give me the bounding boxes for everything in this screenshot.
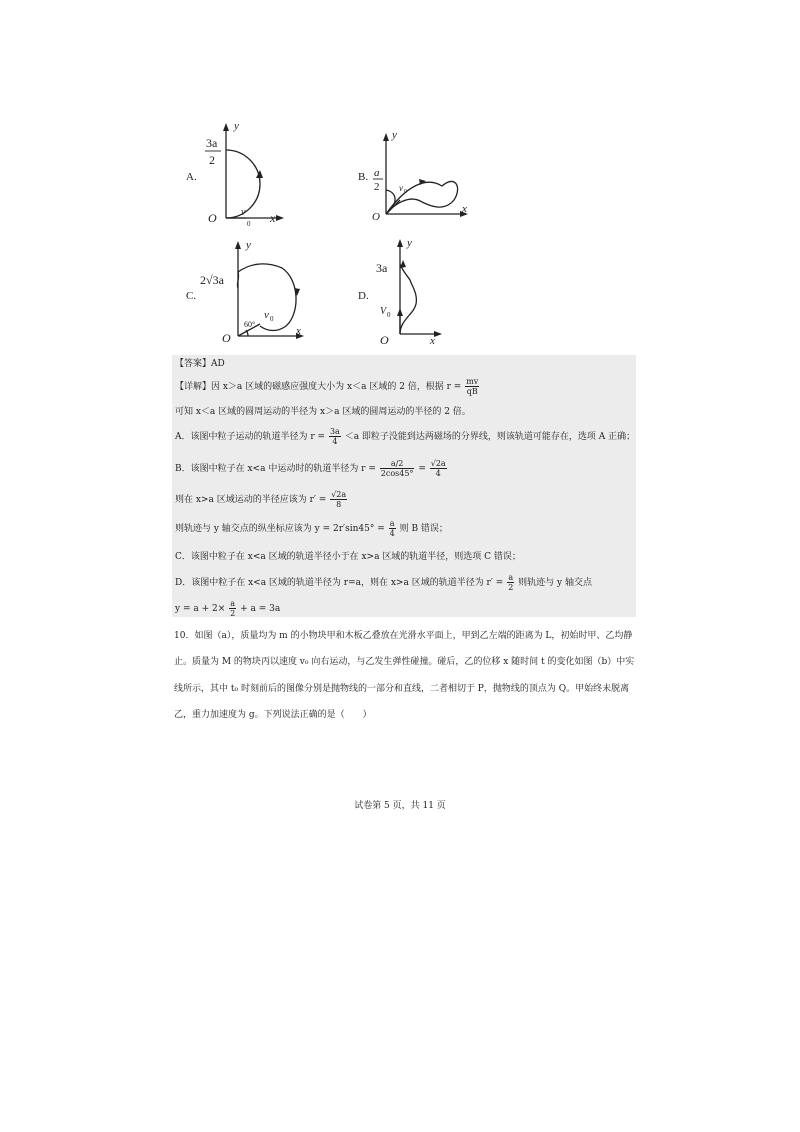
figure-c-ylabel: 2√3a [200, 273, 224, 287]
figure-c-velocity-sub: 0 [270, 315, 274, 323]
b-frac-num: a/2 [380, 459, 415, 469]
d2-frac [229, 599, 236, 618]
option-c-analysis: C．该图中粒子在 x<a 区域的轨道半径小于在 x>a 区域的轨道半径，则选项 C 错误； [175, 552, 521, 562]
d-frac [507, 573, 514, 592]
d-frac-num: a [508, 573, 514, 582]
figure-b-ylabel-bot: 2 [374, 181, 380, 193]
figure-a-x-name: x [270, 211, 276, 225]
option-b-analysis-3 [175, 519, 448, 538]
a-frac-den: 4 [332, 437, 338, 446]
b-frac2 [430, 459, 447, 478]
figure-c-y-arrow [235, 241, 241, 249]
figure-d-velocity-arrow [397, 308, 403, 316]
question-10-line-1: 10．如图（a），质量均为 m 的小物块甲和木板乙叠放在光滑水平面上，甲到乙左端的距离为 L，初始时甲、乙均静 [174, 631, 633, 641]
option-a-label: A. [186, 171, 197, 183]
a-suffix: ＜a 即粒子没能到达两磁场的分界线，则该轨道可能存在，选项 A 正确； [344, 432, 636, 442]
d-suffix: 则轨迹与 y 轴交点 [518, 578, 592, 588]
b-frac-den: 2cos45° [380, 469, 414, 478]
figure-b-inner-arc [386, 190, 395, 214]
figure-d-y-name: y [407, 237, 412, 249]
figure-a-velocity-sub: 0 [247, 220, 251, 228]
figure-b-velocity-line [386, 200, 400, 214]
option-d-label: D. [358, 290, 369, 302]
option-a-analysis [175, 427, 635, 446]
figure-a-y-name: y [234, 120, 239, 132]
figure-b-x-name: x [462, 203, 467, 215]
b-eq: = [418, 464, 426, 474]
figure-c-angle: 60° [244, 320, 256, 329]
figure-c-x-name: x [296, 325, 301, 337]
figure-b-velocity: v [399, 183, 403, 193]
figure-b-velocity-sub: 0 [404, 189, 407, 195]
b3-frac-num: a [389, 519, 395, 528]
b3-frac [389, 519, 396, 538]
option-c-label: C. [186, 290, 197, 302]
d-frac-den: 2 [508, 583, 514, 592]
option-b-label: B. [358, 171, 369, 183]
figure-c-velocity: v [264, 309, 269, 321]
figure-c-origin: O [222, 331, 231, 345]
figure-b [370, 130, 480, 222]
figure-a-velocity: v [241, 207, 246, 218]
option-b-analysis [175, 459, 448, 478]
d2-suffix: + a = 3a [240, 604, 281, 614]
detail-line-2: 可知 x＜a 区域的圆周运动的半径为 x＞a 区域的圆周运动的半径的 2 倍。 [175, 407, 471, 417]
figure-d-x-name: x [430, 335, 435, 347]
figure-d-motion-arrow [400, 260, 406, 268]
figure-d [374, 234, 454, 346]
b2-frac [330, 490, 347, 509]
d2-frac-num: a [230, 599, 236, 608]
b2-frac-num: √2a [331, 490, 347, 499]
detail-line-1 [175, 377, 480, 396]
detail-frac-num: mv [466, 377, 479, 386]
b3-suffix: 则 B 错误； [399, 524, 448, 534]
b3-prefix: 则轨迹与 y 轴交点的纵坐标应该为 y = 2r′sin45° = [175, 524, 385, 534]
figure-a-x-arrow [276, 215, 284, 221]
figure-d-x-arrow [434, 331, 442, 337]
figure-a-y-arrow [223, 123, 229, 131]
b2-frac-den: 8 [336, 500, 342, 509]
figure-d-trajectory [400, 264, 416, 334]
option-d-analysis-2 [175, 599, 280, 618]
figure-b-y-name: y [392, 129, 397, 141]
b-prefix: B．该图中粒子在 x<a 中运动时的轨道半径为 r = [175, 464, 376, 474]
question-10-line-4: 乙，重力加速度为 g。下列说法正确的是（ ） [174, 710, 372, 720]
figure-a-ylabel-bot: 2 [209, 153, 215, 167]
a-prefix: A．该图中粒子运动的轨道半径为 r = [175, 432, 326, 442]
figure-d-y-arrow [397, 239, 403, 247]
option-b-analysis-2 [175, 490, 348, 509]
a-frac-num: 3a [329, 427, 340, 436]
figure-a-ylabel-top: 3a [206, 136, 218, 150]
figure-c-y-name: y [246, 239, 251, 251]
d2-prefix: y = a + 2× [175, 604, 226, 614]
question-10-line-3: 线所示，其中 t₀ 时刻前后的图像分别是抛物线的一部分和直线，二者相切于 P，抛物线的顶点为 Q。甲始终未脱离 [174, 684, 630, 694]
figure-c-motion-arrow [294, 288, 300, 296]
figure-c [196, 236, 314, 344]
b-frac2-num: √2a [430, 459, 446, 468]
figure-d-velocity: V [380, 306, 387, 317]
figure-a-origin: O [208, 211, 217, 225]
detail-frac-den: qB [466, 387, 478, 396]
figure-a [196, 118, 296, 226]
answer-label: 【答案】AD [175, 359, 225, 369]
d2-frac-den: 2 [230, 609, 236, 618]
option-d-analysis [175, 573, 592, 592]
figure-d-ylabel: 3a [376, 261, 388, 275]
detail-frac [465, 377, 479, 396]
question-10-line-2: 止。质量为 M 的物块丙以速度 v₀ 向右运动，与乙发生弹性碰撞。碰后，乙的位移 x 随时间 t 的变化如图（b）中实 [174, 657, 635, 667]
b3-frac-den: 4 [389, 529, 395, 538]
figure-b-ylabel-top: a [374, 167, 380, 179]
b-frac2-den: 4 [435, 469, 441, 478]
a-frac [329, 427, 341, 446]
detail-prefix: 【详解】因 x＞a 区域的磁感应强度大小为 x＜a 区域的 2 倍，根据 r = [175, 382, 462, 392]
figure-b-origin: O [372, 211, 380, 223]
d-prefix: D．该图中粒子在 x<a 区域的轨道半径为 r=a，则在 x>a 区域的轨道半径为 r′ = [175, 578, 504, 588]
page-footer: 试卷第 5 页，共 11 页 [354, 801, 446, 811]
b-frac [380, 459, 415, 478]
figure-d-velocity-sub: 0 [387, 311, 391, 319]
answer-explanation-box [172, 355, 636, 617]
figure-b-y-arrow [383, 133, 389, 141]
figure-d-origin: O [380, 333, 389, 347]
b2-prefix: 则在 x>a 区域运动的半径应该为 r′ = [175, 495, 327, 505]
figure-b-trajectory [386, 181, 458, 214]
